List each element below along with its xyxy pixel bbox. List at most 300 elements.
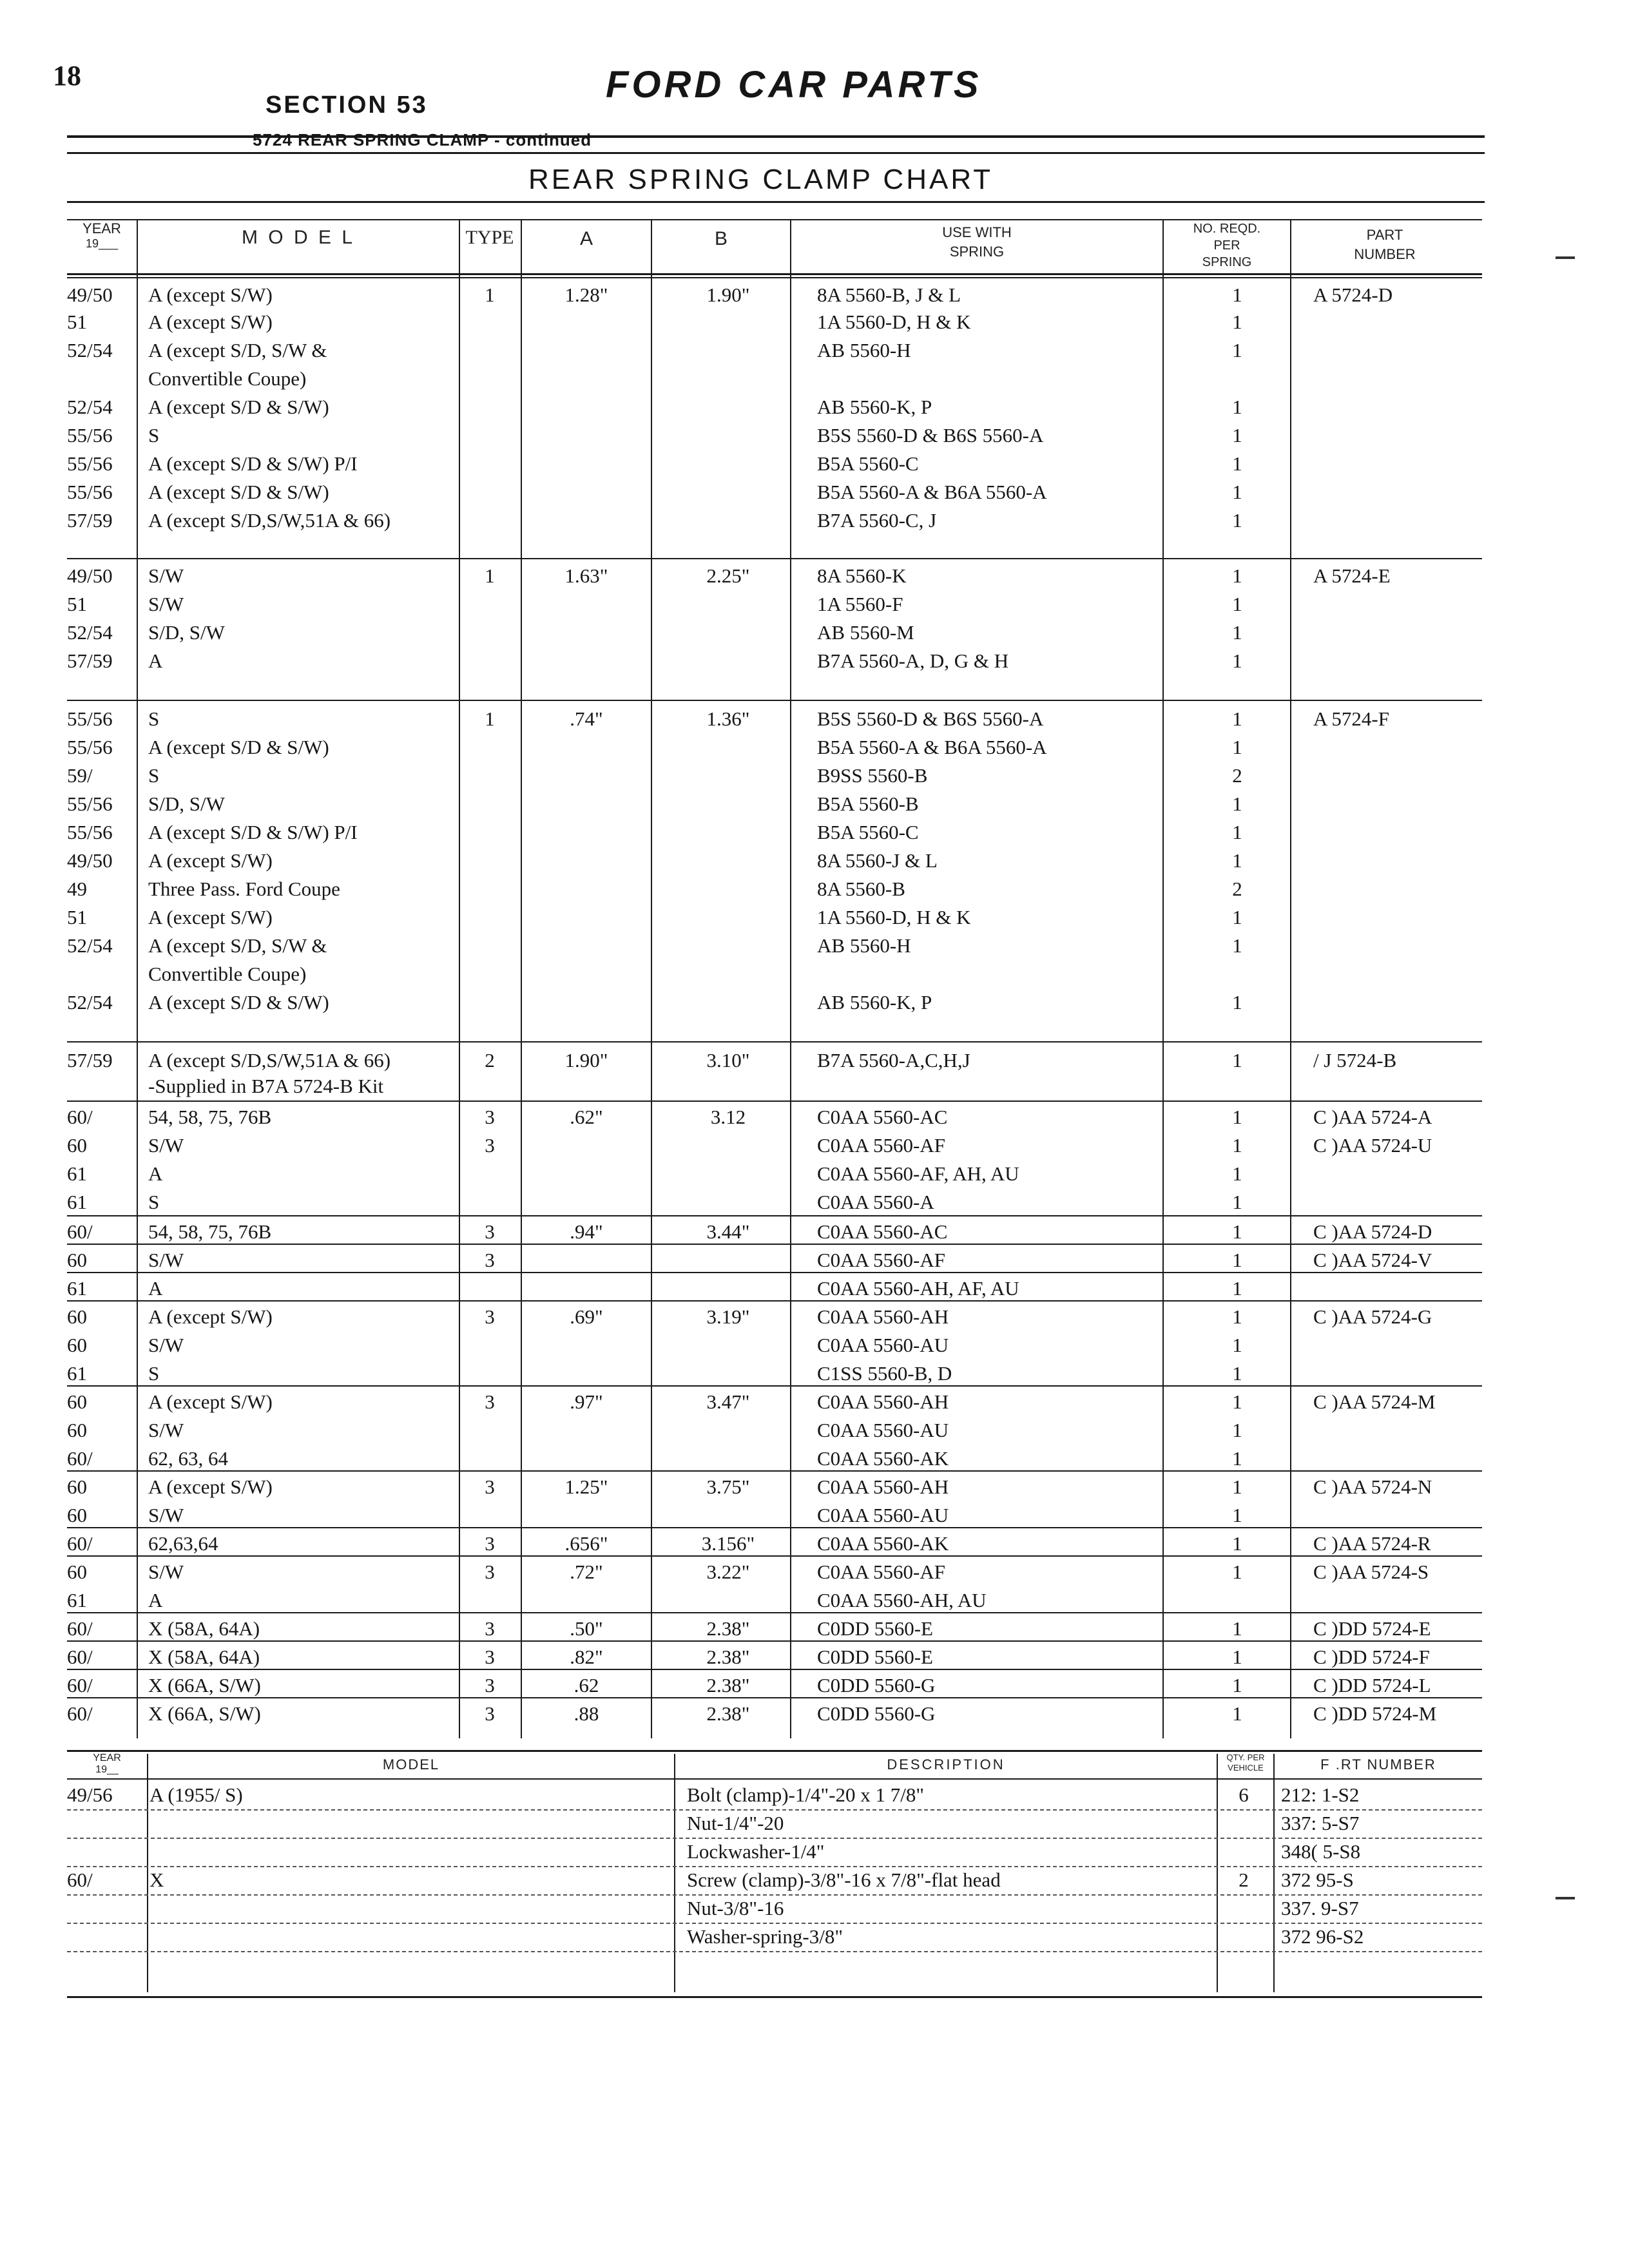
row-year: 60/ xyxy=(67,1702,93,1725)
table-row xyxy=(0,1160,1629,1188)
table-row xyxy=(0,818,1629,847)
row-use-with-spring: C0AA 5560-AU xyxy=(817,1334,949,1356)
row-dimension-b: 3.156" xyxy=(701,1532,755,1555)
row-year: 60 xyxy=(67,1504,87,1526)
row-dimension-b: 3.12 xyxy=(710,1106,746,1128)
row-model: S xyxy=(148,764,160,787)
header-part-number xyxy=(1291,226,1478,264)
table-row xyxy=(0,478,1629,506)
header-b: B xyxy=(714,228,728,249)
row-year: 52/54 xyxy=(67,934,113,957)
row-model: S xyxy=(148,1191,160,1213)
row-year: 52/54 xyxy=(67,339,113,361)
header-model: M O D E L xyxy=(241,227,356,248)
row-qty-per-spring: 1 xyxy=(1232,736,1242,758)
row-year: 49/50 xyxy=(67,284,113,306)
row-qty-per-spring: 1 xyxy=(1232,452,1242,475)
row-model: Convertible Coupe) xyxy=(148,963,307,985)
row-type: 3 xyxy=(485,1249,495,1271)
row-qty-per-spring: 1 xyxy=(1232,311,1242,333)
table-row xyxy=(0,1894,1629,1923)
header-year-line1: YEAR xyxy=(82,220,121,236)
row-use-with-spring: 1A 5560-D, H & K xyxy=(817,906,971,928)
row-year: 57/59 xyxy=(67,509,113,532)
group-rule xyxy=(67,700,1482,701)
row-year: 55/56 xyxy=(67,793,113,815)
bolt-header-qty xyxy=(1218,1753,1273,1773)
row-year: 55/56 xyxy=(67,707,113,730)
section-label: SECTION 53 xyxy=(265,91,428,119)
margin-mark xyxy=(1556,256,1575,259)
row-use-with-spring: 8A 5560-J & L xyxy=(817,849,938,872)
row-use-with-spring: C0AA 5560-AK xyxy=(817,1532,949,1555)
table-row xyxy=(0,903,1629,932)
row-qty-per-spring: 1 xyxy=(1232,593,1242,615)
row-qty-per-spring: 1 xyxy=(1232,707,1242,730)
row-use-with-spring: AB 5560-K, P xyxy=(817,396,932,418)
row-qty-per-spring: 2 xyxy=(1232,764,1242,787)
row-part-number: C )AA 5724-A xyxy=(1313,1106,1432,1128)
row-year: 49 xyxy=(67,878,87,900)
table-row xyxy=(0,1445,1629,1473)
row-use-with-spring: AB 5560-K, P xyxy=(817,991,932,1014)
row-part-number: C )AA 5724-V xyxy=(1313,1249,1432,1271)
row-model: A (except S/W) xyxy=(148,1475,273,1498)
row-model: A (except S/D & S/W) xyxy=(148,736,329,758)
row-dimension-a: .656" xyxy=(564,1532,608,1555)
table-row xyxy=(0,1700,1629,1728)
row-model: S/W xyxy=(148,1504,184,1526)
table-row xyxy=(0,733,1629,762)
row-dimension-a: .94" xyxy=(570,1220,603,1243)
table-row xyxy=(0,1416,1629,1445)
row-year: 61 xyxy=(67,1162,87,1185)
row-year: 60/ xyxy=(67,1532,93,1555)
group-rule xyxy=(67,1100,1482,1102)
row-year: 60 xyxy=(67,1475,87,1498)
row-dimension-a: .74" xyxy=(570,707,603,730)
row-year: 60 xyxy=(67,1419,87,1441)
row-dimension-b: 3.47" xyxy=(706,1390,750,1413)
row-type: 3 xyxy=(485,1305,495,1328)
row-model: A (except S/D,S/W,51A & 66) xyxy=(148,509,391,532)
row-model: S/D, S/W xyxy=(148,793,225,815)
row-part-number: C )AA 5724-N xyxy=(1313,1475,1432,1498)
table-row xyxy=(0,762,1629,790)
subheading: 5724 REAR SPRING CLAMP - continued xyxy=(253,130,592,149)
row-part-number: A 5724-D xyxy=(1313,284,1393,306)
row-model: S/W xyxy=(148,1334,184,1356)
table-row xyxy=(0,1218,1629,1246)
row-model: 62,63,64 xyxy=(148,1532,218,1555)
row-dimension-a: .97" xyxy=(570,1390,603,1413)
bolt-row-description: Screw (clamp)-3/8"-16 x 7/8"-flat head xyxy=(687,1869,1001,1891)
row-type: 3 xyxy=(485,1702,495,1725)
row-type: 3 xyxy=(485,1532,495,1555)
row-dimension-a: .72" xyxy=(570,1561,603,1583)
row-qty-per-spring: 1 xyxy=(1232,1134,1242,1157)
row-qty-per-spring: 1 xyxy=(1232,991,1242,1014)
row-model: A (except S/D & S/W) xyxy=(148,991,329,1014)
page-number: 18 xyxy=(53,60,81,91)
row-divider xyxy=(67,1951,1482,1952)
table-row xyxy=(0,1809,1629,1838)
table-row xyxy=(0,1331,1629,1360)
row-use-with-spring: 8A 5560-K xyxy=(817,564,907,587)
row-model: S/W xyxy=(148,564,184,587)
table-row xyxy=(0,1558,1629,1586)
bolt-header-description: DESCRIPTION xyxy=(887,1756,1005,1773)
row-type: 3 xyxy=(485,1390,495,1413)
row-part-number: C )AA 5724-G xyxy=(1313,1305,1432,1328)
chart-bottom-rule xyxy=(67,1750,1482,1752)
row-use-with-spring: B5A 5560-C xyxy=(817,452,919,475)
header-a: A xyxy=(579,228,593,249)
row-model: S/W xyxy=(148,1419,184,1441)
bolt-row-qty: 6 xyxy=(1239,1783,1249,1806)
row-use-with-spring: 8A 5560-B, J & L xyxy=(817,284,961,306)
row-use-with-spring: 1A 5560-F xyxy=(817,593,903,615)
bolt-header-model: MODEL xyxy=(382,1756,440,1773)
bolt-header-year-line2: 19__ xyxy=(95,1764,119,1775)
row-year: 55/56 xyxy=(67,452,113,475)
row-model: A (except S/W) xyxy=(148,1390,273,1413)
row-use-with-spring: B5S 5560-D & B6S 5560-A xyxy=(817,707,1044,730)
table-row xyxy=(0,1866,1629,1894)
row-qty-per-spring: 1 xyxy=(1232,1334,1242,1356)
table-row xyxy=(0,1388,1629,1416)
group-rule xyxy=(67,1041,1482,1043)
bolt-row-qty: 2 xyxy=(1239,1869,1249,1891)
header-part-line1: PART xyxy=(1366,227,1403,243)
row-qty-per-spring: 1 xyxy=(1232,1561,1242,1583)
table-row xyxy=(0,365,1629,393)
row-part-number: A 5724-F xyxy=(1313,707,1389,730)
row-type: 1 xyxy=(485,284,495,306)
row-type: 3 xyxy=(485,1220,495,1243)
row-year: 60/ xyxy=(67,1447,93,1470)
row-model: A (except S/W) xyxy=(148,906,273,928)
row-use-with-spring: C0DD 5560-G xyxy=(817,1674,936,1696)
bolt-row-part-number: 337: 5-S7 xyxy=(1281,1812,1360,1834)
header-qty-line3: SPRING xyxy=(1202,255,1252,269)
bolt-header-qty-line2: VEHICLE xyxy=(1228,1763,1264,1773)
header-qty-line1: NO. REQD. xyxy=(1193,222,1261,236)
row-part-number: C )DD 5724-F xyxy=(1313,1646,1430,1668)
row-type: 3 xyxy=(485,1106,495,1128)
row-year: 55/56 xyxy=(67,821,113,843)
row-model: A (except S/D,S/W,51A & 66) xyxy=(148,1049,391,1072)
row-qty-per-spring: 1 xyxy=(1232,564,1242,587)
row-qty-per-spring: 1 xyxy=(1232,424,1242,447)
row-model: A (except S/D & S/W) xyxy=(148,481,329,503)
table-row xyxy=(0,1923,1629,1951)
row-dimension-b: 2.25" xyxy=(706,564,750,587)
row-use-with-spring: C0AA 5560-AH xyxy=(817,1305,949,1328)
row-year: 52/54 xyxy=(67,621,113,644)
row-model: 54, 58, 75, 76B xyxy=(148,1220,272,1243)
row-model: A (except S/D & S/W) P/I xyxy=(148,821,358,843)
table-row xyxy=(0,705,1629,733)
row-year: 57/59 xyxy=(67,649,113,672)
row-use-with-spring: C0AA 5560-AH xyxy=(817,1475,949,1498)
row-use-with-spring: C1SS 5560-B, D xyxy=(817,1362,952,1385)
margin-mark xyxy=(1556,1897,1575,1899)
row-dimension-a: .88 xyxy=(574,1702,599,1725)
bolt-row-description: Nut-1/4"-20 xyxy=(687,1812,784,1834)
row-use-with-spring: B7A 5560-A,C,H,J xyxy=(817,1049,970,1072)
row-use-with-spring: C0AA 5560-AU xyxy=(817,1504,949,1526)
table-row xyxy=(0,932,1629,960)
row-dimension-b: 1.36" xyxy=(706,707,750,730)
header-part-line2: NUMBER xyxy=(1354,246,1416,262)
row-model: X (58A, 64A) xyxy=(148,1646,260,1668)
row-dimension-a: 1.90" xyxy=(564,1049,608,1072)
row-model: X (66A, S/W) xyxy=(148,1702,261,1725)
bolt-row-description: Bolt (clamp)-1/4"-20 x 1 7/8" xyxy=(687,1783,924,1806)
table-row xyxy=(0,1530,1629,1558)
row-model: 62, 63, 64 xyxy=(148,1447,228,1470)
row-year: 60/ xyxy=(67,1220,93,1243)
row-model: S/W xyxy=(148,1561,184,1583)
row-part-number: C )AA 5724-U xyxy=(1313,1134,1432,1157)
row-year: 61 xyxy=(67,1277,87,1300)
subheading-rule xyxy=(67,152,1485,154)
row-dimension-b: 3.75" xyxy=(706,1475,750,1498)
table-row xyxy=(0,1781,1629,1809)
header-use-line1: USE WITH xyxy=(942,224,1012,240)
table-row xyxy=(0,1131,1629,1160)
row-qty-per-spring: 1 xyxy=(1232,481,1242,503)
table-row xyxy=(0,1671,1629,1700)
row-model: S/D, S/W xyxy=(148,621,225,644)
bolt-row-part-number: 337. 9-S7 xyxy=(1281,1897,1359,1919)
row-qty-per-spring: 1 xyxy=(1232,1305,1242,1328)
row-qty-per-spring: 1 xyxy=(1232,649,1242,672)
table-row xyxy=(0,1274,1629,1303)
row-year: 61 xyxy=(67,1362,87,1385)
row-dimension-b: 2.38" xyxy=(706,1617,750,1640)
row-qty-per-spring: 1 xyxy=(1232,1702,1242,1725)
row-part-number: C )DD 5724-L xyxy=(1313,1674,1431,1696)
table-row xyxy=(0,1473,1629,1501)
row-model: Convertible Coupe) xyxy=(148,367,307,390)
bolt-header-year-line1: YEAR xyxy=(93,1753,121,1763)
row-dimension-a: .50" xyxy=(570,1617,603,1640)
row-qty-per-spring: 1 xyxy=(1232,1674,1242,1696)
table-row xyxy=(0,1643,1629,1671)
row-dimension-b: 2.38" xyxy=(706,1702,750,1725)
row-year: 60 xyxy=(67,1249,87,1271)
row-year: 49/50 xyxy=(67,564,113,587)
row-model: A (except S/D, S/W & xyxy=(148,934,327,957)
row-model: A xyxy=(148,1589,163,1611)
table-row xyxy=(0,506,1629,535)
bolt-bottom-rule xyxy=(67,1996,1482,1998)
bolt-row-part-number: 372 95-S xyxy=(1281,1869,1354,1891)
row-model: S xyxy=(148,424,160,447)
table-row xyxy=(0,562,1629,590)
row-year: 60 xyxy=(67,1561,87,1583)
row-qty-per-spring: 1 xyxy=(1232,509,1242,532)
row-year: 51 xyxy=(67,593,87,615)
table-row xyxy=(0,1188,1629,1216)
row-dimension-b: 2.38" xyxy=(706,1674,750,1696)
row-year: 60/ xyxy=(67,1617,93,1640)
row-qty-per-spring: 1 xyxy=(1232,1447,1242,1470)
header-qty-line2: PER xyxy=(1213,238,1240,253)
row-dimension-a: 1.25" xyxy=(564,1475,608,1498)
table-row xyxy=(0,421,1629,450)
row-qty-per-spring: 1 xyxy=(1232,1504,1242,1526)
bolt-row-year: 60/ xyxy=(67,1869,93,1891)
row-qty-per-spring: 1 xyxy=(1232,934,1242,957)
row-model: Three Pass. Ford Coupe xyxy=(148,878,340,900)
row-year: 52/54 xyxy=(67,991,113,1014)
bolt-row-model: A (1955/ S) xyxy=(149,1783,243,1806)
row-use-with-spring: B9SS 5560-B xyxy=(817,764,928,787)
row-dimension-a: .62" xyxy=(570,1106,603,1128)
row-dimension-b: 3.19" xyxy=(706,1305,750,1328)
row-type: 1 xyxy=(485,564,495,587)
table-row xyxy=(0,308,1629,336)
row-qty-per-spring: 1 xyxy=(1232,1162,1242,1185)
bolt-row-description: Washer-spring-3/8" xyxy=(687,1925,843,1948)
table-row xyxy=(0,1586,1629,1615)
row-use-with-spring: B5A 5560-A & B6A 5560-A xyxy=(817,736,1047,758)
row-year: 55/56 xyxy=(67,424,113,447)
row-qty-per-spring: 1 xyxy=(1232,1475,1242,1498)
row-dimension-a: .62 xyxy=(574,1674,599,1696)
row-qty-per-spring: 1 xyxy=(1232,1362,1242,1385)
bolt-header-qty-line1: QTY. PER xyxy=(1226,1753,1265,1762)
row-year: 60 xyxy=(67,1390,87,1413)
row-use-with-spring: C0AA 5560-AC xyxy=(817,1106,948,1128)
header-type: TYPE xyxy=(465,227,514,248)
bolt-row-description: Lockwasher-1/4" xyxy=(687,1840,825,1863)
row-dimension-b: 2.38" xyxy=(706,1646,750,1668)
header-year xyxy=(67,220,137,251)
row-year: 60/ xyxy=(67,1106,93,1128)
row-use-with-spring: C0AA 5560-AU xyxy=(817,1419,949,1441)
row-use-with-spring: AB 5560-H xyxy=(817,934,911,957)
row-dimension-a: .69" xyxy=(570,1305,603,1328)
header-qty xyxy=(1164,220,1290,271)
row-use-with-spring: C0AA 5560-AH xyxy=(817,1390,949,1413)
row-use-with-spring: AB 5560-M xyxy=(817,621,914,644)
header-use-line2: SPRING xyxy=(949,244,1005,260)
row-model: S/W xyxy=(148,593,184,615)
row-use-with-spring: C0DD 5560-E xyxy=(817,1617,933,1640)
banner-title: FORD CAR PARTS xyxy=(606,64,982,106)
row-part-number: C )DD 5724-E xyxy=(1313,1617,1431,1640)
row-use-with-spring: AB 5560-H xyxy=(817,339,911,361)
row-qty-per-spring: 1 xyxy=(1232,1049,1242,1072)
row-dimension-b: 3.44" xyxy=(706,1220,750,1243)
bolt-row-year: 49/56 xyxy=(67,1783,113,1806)
row-dimension-b: 3.22" xyxy=(706,1561,750,1583)
row-qty-per-spring: 1 xyxy=(1232,906,1242,928)
table-row xyxy=(0,790,1629,818)
row-model: S/W xyxy=(148,1249,184,1271)
row-year: 60/ xyxy=(67,1646,93,1668)
bolt-row-part-number: 348( 5-S8 xyxy=(1281,1840,1361,1863)
header-year-line2: 19___ xyxy=(85,237,119,250)
row-use-with-spring: C0AA 5560-AF xyxy=(817,1561,945,1583)
row-use-with-spring: C0DD 5560-G xyxy=(817,1702,936,1725)
row-qty-per-spring: 1 xyxy=(1232,1191,1242,1213)
row-model: A xyxy=(148,1277,163,1300)
row-qty-per-spring: 1 xyxy=(1232,793,1242,815)
row-year: 51 xyxy=(67,311,87,333)
row-model: A (except S/W) xyxy=(148,311,273,333)
table-row xyxy=(0,988,1629,1017)
row-type: 2 xyxy=(485,1049,495,1072)
bolt-header-year xyxy=(67,1753,147,1776)
row-qty-per-spring: 1 xyxy=(1232,1390,1242,1413)
row-use-with-spring: B7A 5560-C, J xyxy=(817,509,937,532)
row-model: A (except S/W) xyxy=(148,1305,273,1328)
row-part-number: A 5724-E xyxy=(1313,564,1391,587)
table-row xyxy=(0,590,1629,619)
row-part-number: / J 5724-B xyxy=(1313,1049,1397,1072)
row-use-with-spring: C0AA 5560-AK xyxy=(817,1447,949,1470)
row-year: 60 xyxy=(67,1134,87,1157)
row-use-with-spring: C0DD 5560-E xyxy=(817,1646,933,1668)
row-model: A (except S/D & S/W) xyxy=(148,396,329,418)
row-dimension-b: 1.90" xyxy=(706,284,750,306)
row-model: S xyxy=(148,1362,160,1385)
bolt-row-part-number: 212: 1-S2 xyxy=(1281,1783,1360,1806)
chart-title-rule xyxy=(67,201,1485,203)
bolt-row-model: X xyxy=(149,1869,164,1891)
row-year: 57/59 xyxy=(67,1049,113,1072)
row-use-with-spring: C0AA 5560-AF xyxy=(817,1249,945,1271)
bolt-row-description: Nut-3/8"-16 xyxy=(687,1897,784,1919)
row-year: 55/56 xyxy=(67,736,113,758)
group-rule xyxy=(67,558,1482,559)
row-type: 3 xyxy=(485,1561,495,1583)
row-use-with-spring: 8A 5560-B xyxy=(817,878,905,900)
header-use-with xyxy=(791,223,1162,262)
row-model: A (except S/D & S/W) P/I xyxy=(148,452,358,475)
table-row xyxy=(0,847,1629,875)
row-use-with-spring: 1A 5560-D, H & K xyxy=(817,311,971,333)
row-year: 55/56 xyxy=(67,481,113,503)
chart-header-rule-2 xyxy=(67,277,1482,278)
row-type: 1 xyxy=(485,707,495,730)
row-use-with-spring: C0AA 5560-A xyxy=(817,1191,934,1213)
row-type: 3 xyxy=(485,1134,495,1157)
row-dimension-b: 3.10" xyxy=(706,1049,750,1072)
table-row xyxy=(0,647,1629,675)
table-row xyxy=(0,336,1629,365)
row-part-number: C )AA 5724-R xyxy=(1313,1532,1431,1555)
row-qty-per-spring: 1 xyxy=(1232,1617,1242,1640)
row-year: 61 xyxy=(67,1589,87,1611)
row-qty-per-spring: 1 xyxy=(1232,1106,1242,1128)
row-model: A xyxy=(148,1162,163,1185)
row-type: 3 xyxy=(485,1475,495,1498)
row-part-number: C )AA 5724-D xyxy=(1313,1220,1432,1243)
table-row xyxy=(0,1103,1629,1131)
row-qty-per-spring: 1 xyxy=(1232,1277,1242,1300)
table-row xyxy=(0,1838,1629,1866)
row-type: 3 xyxy=(485,1646,495,1668)
row-use-with-spring: C0AA 5560-AC xyxy=(817,1220,948,1243)
bolt-row-part-number: 372 96-S2 xyxy=(1281,1925,1364,1948)
row-use-with-spring: C0AA 5560-AH, AF, AU xyxy=(817,1277,1019,1300)
